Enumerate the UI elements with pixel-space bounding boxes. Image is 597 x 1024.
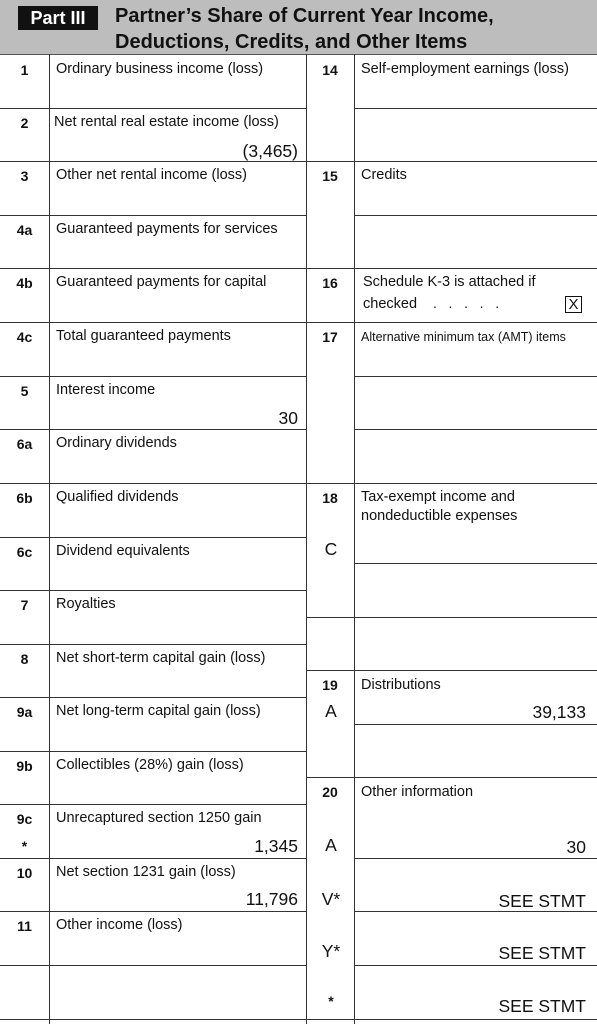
line-code: C: [324, 539, 338, 559]
line-code: *: [328, 993, 334, 1009]
line-number: 9b: [16, 758, 33, 774]
line-label: Ordinary dividends: [56, 435, 177, 451]
line-label: Tax-exempt income and: [361, 489, 515, 505]
line-number: 2: [20, 115, 29, 131]
line-number: 15: [322, 168, 338, 184]
leader-dots: . . . . .: [433, 295, 500, 311]
line-label: Distributions: [361, 677, 441, 693]
line-label: Total guaranteed payments: [56, 328, 231, 344]
line-value: (3,465): [242, 141, 298, 161]
line-code: A: [325, 701, 337, 721]
line-number: 4a: [16, 222, 33, 238]
line-label: Dividend equivalents: [56, 543, 190, 559]
line-label: Other information: [361, 784, 474, 800]
line-label: Self-employment earnings (loss): [361, 61, 569, 77]
line-value: 30: [566, 837, 586, 857]
line-value: SEE STMT: [498, 943, 586, 963]
part-title-line2: Deductions, Credits, and Other Items: [115, 31, 468, 53]
line-number: 18: [322, 490, 338, 506]
line-number: 4c: [16, 329, 33, 345]
line-star: *: [21, 838, 28, 854]
line-number: 7: [20, 597, 29, 613]
line-label: Net long-term capital gain (loss): [56, 703, 261, 719]
line-label: Other income (loss): [56, 917, 183, 933]
line-number: 6a: [16, 436, 33, 452]
part-header: [0, 0, 597, 54]
line-value: 11,796: [245, 889, 298, 909]
part-title-line1: Partner’s Share of Current Year Income,: [115, 5, 494, 27]
line-label: Interest income: [56, 382, 156, 398]
line-code: V*: [321, 889, 341, 909]
line-label: Unrecaptured section 1250 gain: [56, 810, 262, 826]
line-number: 6c: [16, 544, 33, 560]
line-label: Alternative minimum tax (AMT) items: [361, 330, 566, 344]
line-number: 10: [16, 865, 33, 881]
k3-attached-checkbox[interactable]: X: [565, 296, 582, 313]
line-number: 11: [17, 918, 32, 934]
line-number: 6b: [16, 490, 33, 506]
line-number: 3: [20, 168, 29, 184]
line-number: 20: [322, 784, 338, 800]
line-number: 16: [322, 275, 338, 291]
line-label-2: nondeductible expenses: [361, 508, 518, 524]
line-number: 9a: [16, 704, 33, 720]
line-label: Qualified dividends: [56, 489, 179, 505]
line-label-2: checked: [363, 296, 418, 312]
line-value: SEE STMT: [498, 996, 586, 1016]
line-label: Schedule K-3 is attached if: [363, 274, 536, 290]
line-value: 1,345: [254, 836, 298, 856]
line-value: SEE STMT: [498, 891, 586, 911]
line-code: Y*: [321, 941, 341, 961]
line-label: Guaranteed payments for capital: [56, 274, 267, 290]
part-label: Part III: [18, 6, 98, 30]
line-number: 17: [322, 329, 338, 345]
line-number: 8: [20, 651, 29, 667]
line-value: 39,133: [532, 702, 586, 722]
line-number: 19: [322, 677, 338, 693]
part-title: [115, 3, 494, 55]
line-label: Net short-term capital gain (loss): [56, 650, 266, 666]
line-label: Ordinary business income (loss): [56, 61, 264, 77]
line-number: 14: [322, 62, 338, 78]
line-label: Guaranteed payments for services: [56, 221, 278, 237]
line-label: Royalties: [56, 596, 116, 612]
line-code: A: [325, 835, 337, 855]
line-label: Net section 1231 gain (loss): [56, 864, 236, 880]
line-number: 9c: [16, 811, 33, 827]
line-number: 4b: [16, 275, 33, 291]
line-label: Collectibles (28%) gain (loss): [56, 757, 244, 773]
line-label: Net rental real estate income (loss): [54, 114, 279, 130]
line-label: Other net rental income (loss): [56, 167, 247, 183]
line-label: Credits: [361, 167, 407, 183]
line-number: 5: [20, 383, 29, 399]
line-value: 30: [278, 408, 298, 428]
line-number: 1: [20, 62, 29, 78]
